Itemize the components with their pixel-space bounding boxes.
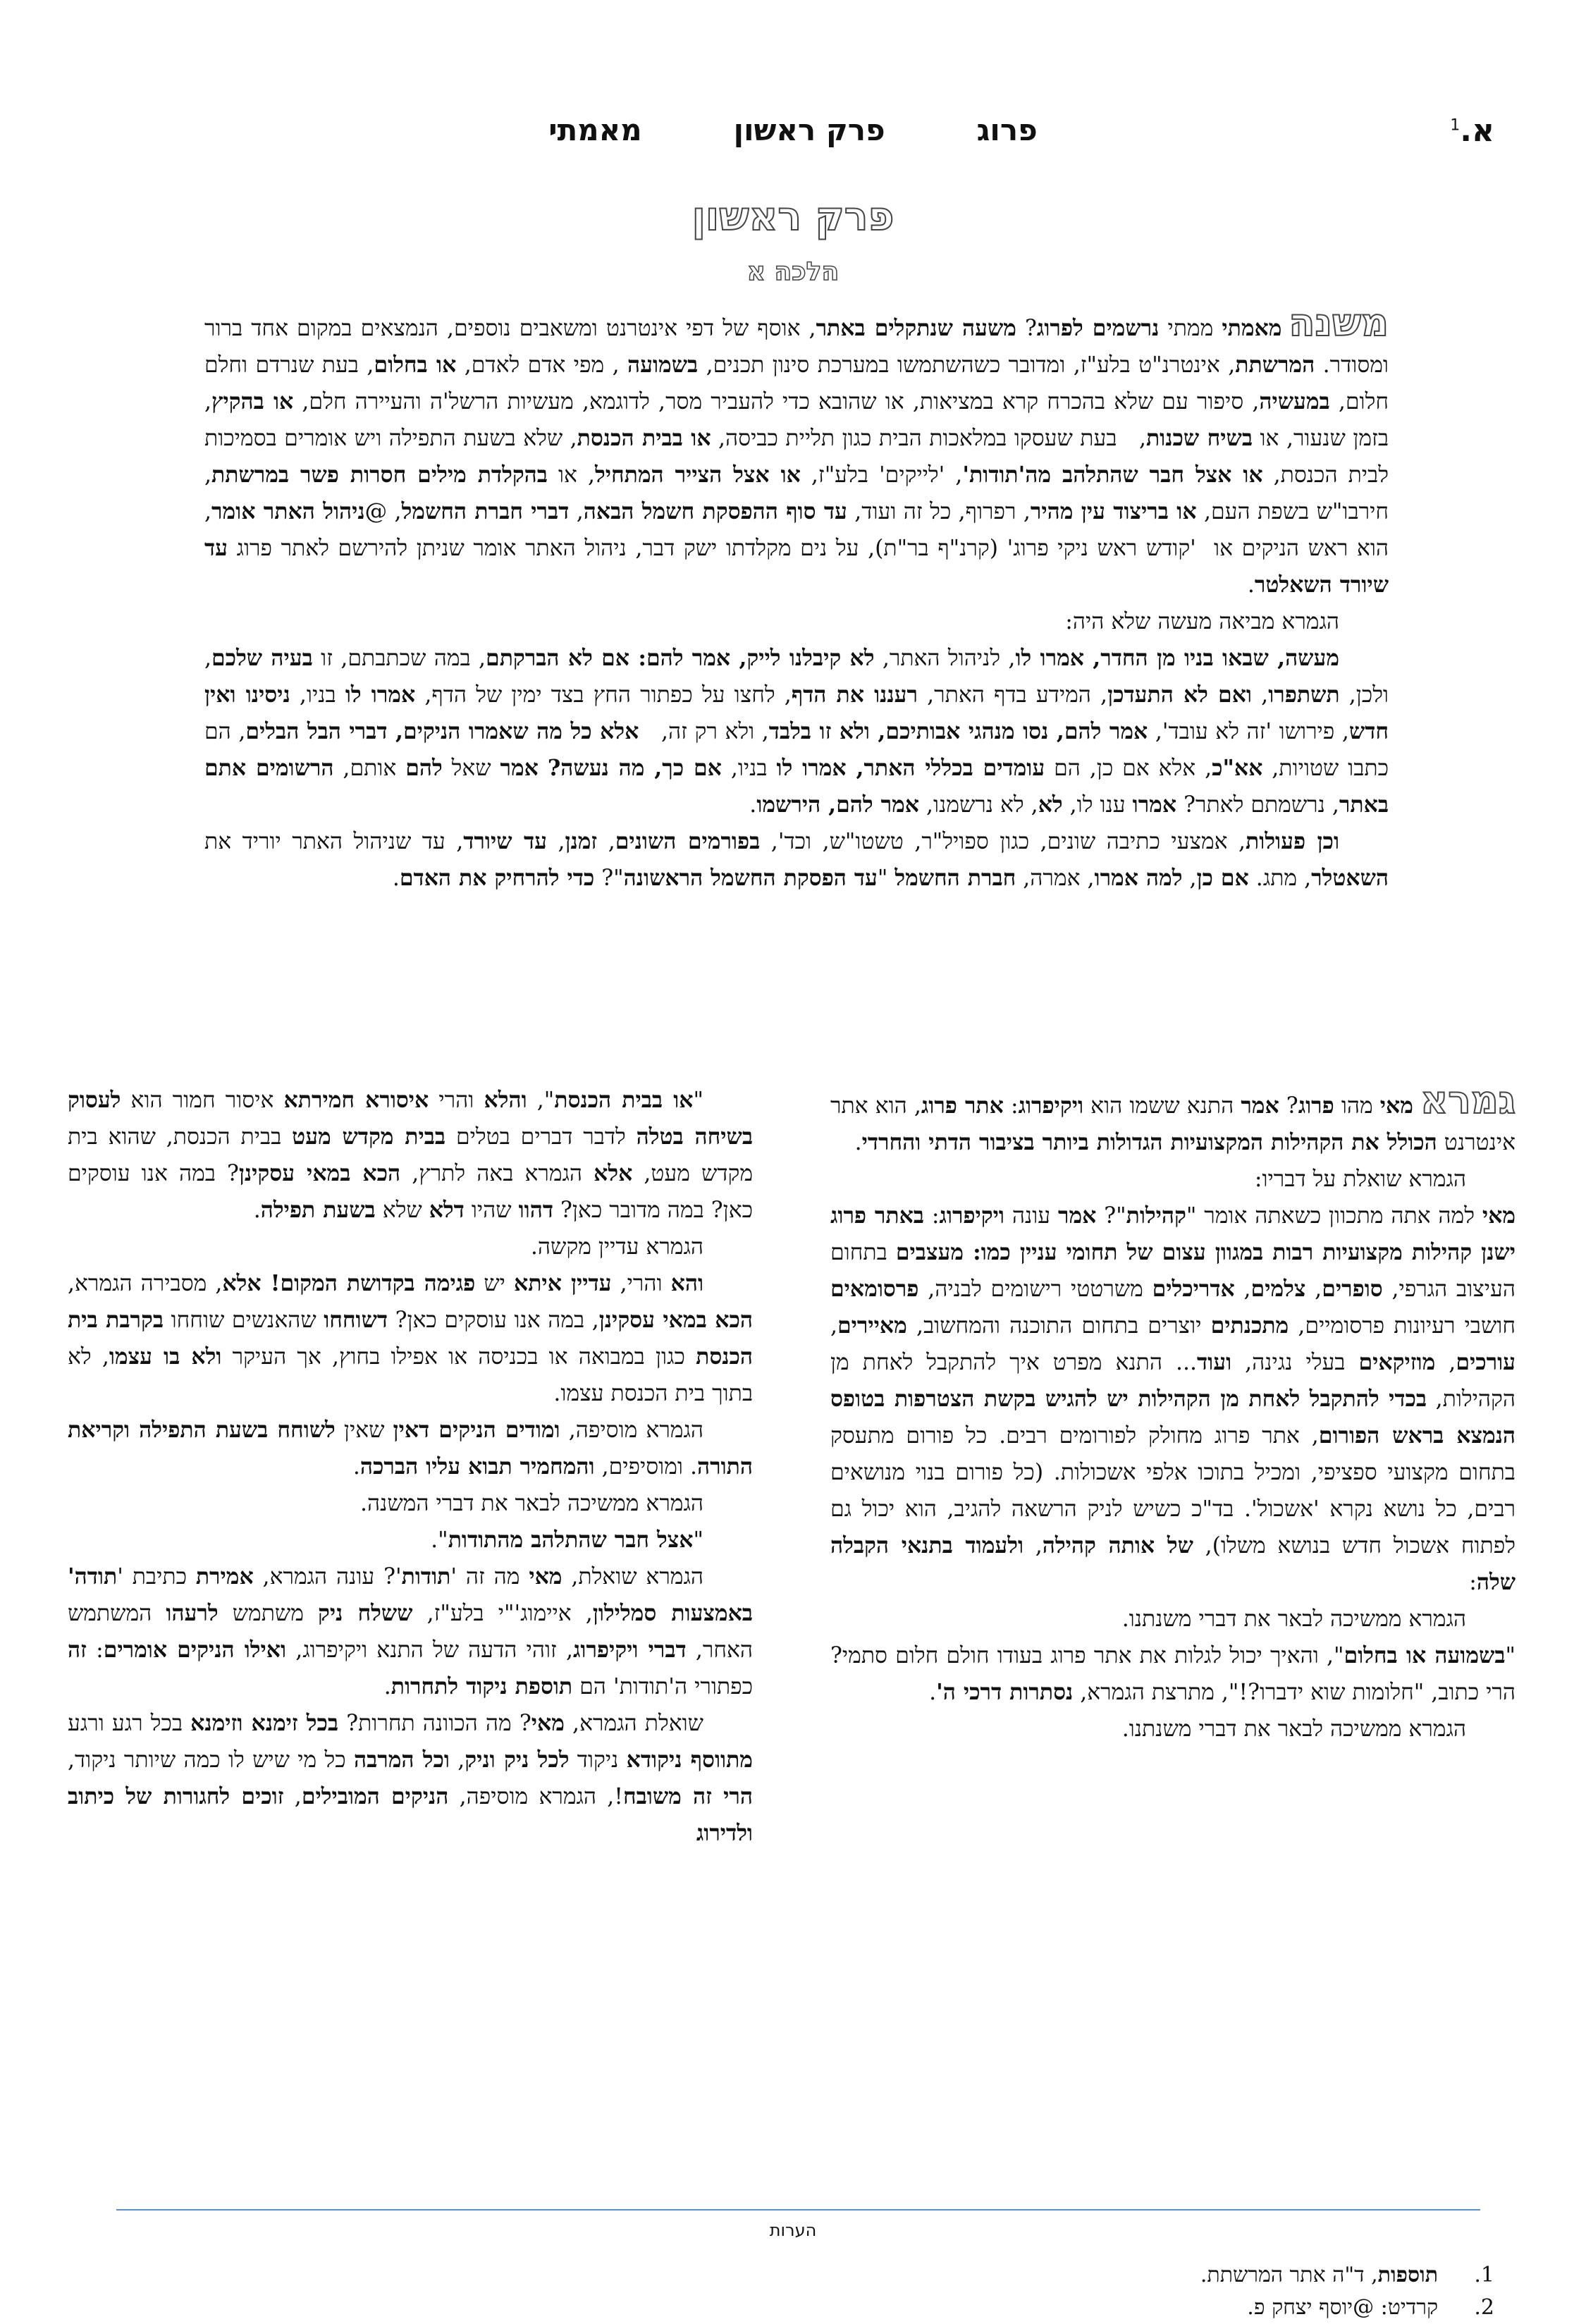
running-header: [211, 113, 1375, 147]
gemara-right-paragraph-6: הגמרא ממשיכה לבאר את דברי משנתנו.: [1121, 1716, 1466, 1742]
chapter-title: פרק ראשון: [691, 194, 895, 240]
gemara-left-paragraph-3: והא והרי, עדיין איתא יש פגימה בקדושת המקום! אלא, מסבירה הגמרא, הכא במאי עסקינן, במה אנו עוסקים כאן? דשוחחו שהאנשים שוחחו בקרבת בית הכנסת כגון במבואה או בכניסה או אפילו בחוץ, אך העיקר ולא בו עצמו, לא בתוך בית הכנסת עצמו.: [68, 1270, 753, 1406]
gemara-left-paragraph-2: הגמרא עדיין מקשה.: [530, 1234, 703, 1260]
page-number: [1450, 113, 1494, 149]
note-number: 1.: [1474, 2263, 1494, 2287]
gemara-right-paragraph-2: הגמרא שואלת על דבריו:: [1254, 1167, 1466, 1192]
running-header-tractate: מאמתי: [548, 113, 642, 147]
gemara-left-paragraph-1: "או בבית הכנסת", והלא והרי איסורא חמירתא איסור חמור הוא לעסוק בשיחה בטלה לדבר דברים בטלים בבית מקדש מעט בבית הכנסת, שהוא בית מקדש מעט, אלא הגמרא באה לתרץ, הכא במאי עסקינן? במה אנו עוסקים כאן? במה מדובר כאן? דהוו שהיו דלא שלא בשעת תפילה.: [68, 1087, 754, 1223]
gemara-right-paragraph-4: הגמרא ממשיכה לבאר את דברי משנתנו.: [1121, 1606, 1466, 1632]
gemara-left-paragraph-5: הגמרא ממשיכה לבאר את דברי המשנה.: [360, 1491, 703, 1516]
gemara-left-paragraph-6: "אצל חבר שהתלהב מהתודות".: [431, 1527, 703, 1553]
mishna-paragraph-4: וכן פעולות, אמצעי כתיבה שונים, כגון ספויל"ר, טשטו"ש, וכד', בפורמים השונים, זמנן, עד שיורד, עד שניהול האתר יוריד את השאטלר, מתג. אם כן, למה אמרו, אמרה, חברת החשמל "עד הפסקת החשמל הראשונה"? כדי להרחיק את האדם.: [204, 828, 1389, 891]
running-header-name: פרוג: [976, 113, 1038, 147]
gemara-left-paragraph-4: הגמרא מוסיפה, ומודים הניקים דאין שאין לשוחח בשעת התפילה וקריאת התורה. ומוסיפים, והמחמיר תבוא עליו הברכה.: [68, 1417, 753, 1480]
gemara-right-paragraph-3: מאי למה אתה מתכוון כשאתה אומר "קהילות"? אמר עונה ויקיפרוג: באתר פרוג ישנן קהילות מקצועיות רבות במגוון עצום של תחומי עניין כמו: מעצבים בתחום העיצוב הגרפי, סופרים, צלמים, אדריכלים משרטטי רישומים לבניה, פרסומאים חושבי רעיונות פרסומיים, מתכנתים יוצרים בתחום התוכנה והמחשוב, מאיירים, עורכים, מוזיקאים בעלי נגינה, ועוד... התנא מפרט איך להתקבל לאחת מן הקהילות, בכדי להתקבל לאחת מן הקהילות יש להגיש בקשת הצטרפות בטופס הנמצא בראש הפורום, אתר פרוג מחולק לפורומים רבים. כל פורום מתעסק בתחום מקצועי ספציפי, ומכיל בתוכו אלפי אשכולות. (כל פורום בנוי מנושאים רבים, כל נושא נקרא 'אשכול'. בד"כ כשיש לניק הרשאה להגיב, הוא יכול גם לפתוח אשכול חדש בנושא משלו), של אותה קהילה, ולעמוד בתנאי הקבלה שלה:: [830, 1203, 1516, 1595]
mishna-paragraph-2: הגמרא מביאה מעשה שלא היה:: [1065, 609, 1339, 634]
gemara-left-paragraph-7: הגמרא שואלת, מאי מה זה 'תודות'? עונה הגמרא, אמירת כתיבת 'תודה' באמצעות סמלילון, איימוג'"י בלע"ז, ששלח ניק משתמש לרעהו המשתמש האחר, דברי ויקיפרוג, זוהי הדעה של התנא ויקיפרוג, ואילו הניקים אומרים: זה כפתורי ה'תודות' הם תוספת ניקוד לתחרות.: [68, 1563, 754, 1699]
notes-list: [155, 2259, 1494, 2324]
note-text: קרדיט: @יוסף יצחק פ.: [1247, 2295, 1438, 2320]
note-item-1: [155, 2259, 1494, 2292]
notes-divider: [116, 2209, 1480, 2211]
mishna-paragraph-3: מעשה, שבאו בניו מן החדר, אמרו לו, לניהול האתר, לא קיבלנו לייק, אמר להם: אם לא הברקתם, במה שכתבתם, זו בעיה שלכם, ולכן, תשתפרו, ואם לא התעדכן, המידע בדף האתר, רעננו את הדף, לחצו על כפתור החץ בצד ימין של הדף, אמרו לו בניו, ניסינו ואין חדש, פירושו 'זה לא עובד', אמר להם, נסו מנהגי אבותיכם, ולא זו בלבד, ולא רק זה, אלא כל מה שאמרו הניקים, דברי הבל הבלים, הם כתבו שטויות, אא"כ, אלא אם כן, הם עומדים בכללי האתר, אמרו לו בניו, אם כך, מה נעשה? אמר שאל להם אותם, הרשומים אתם באתר, נרשמתם לאתר? אמרו ענו לו, לא, לא נרשמנו, אמר להם, הירשמו.: [204, 645, 1389, 818]
gemara-column-left: [68, 1082, 753, 1852]
note-text: תוספות, ד"ה אתר המרשתת.: [1200, 2263, 1438, 2287]
running-header-chapter: פרק ראשון: [733, 113, 885, 147]
gemara-right-text-1: מאי מהו פרוג? אמר התנא ששמו הוא ויקיפרוג: אתר פרוג, הוא אתר אינטרנט הכולל את הקהילות המקצועיות הגדולות ביותר בציבור הדתי והחרדי.: [830, 1093, 1516, 1155]
mishna-paragraph-1: [204, 300, 1389, 603]
gemara-left-paragraph-8: שואלת הגמרא, מאי? מה הכוונה תחרות? בכל זימנא וזימנא בכל רגע ורגע מתווסף ניקודא ניקוד לכל ניק וניק, וכל המרבה כל מי שיש לו כמה שיותר ניקוד, הרי זה משובח!, הגמרא מוסיפה, הניקים המובילים, זוכים לחגורות של כיתוב ולדירוג: [68, 1710, 753, 1846]
mishna-section: [204, 300, 1389, 897]
page-number-label: א.: [1460, 113, 1494, 149]
gemara-label: גמרא: [1420, 1078, 1516, 1122]
gemara-column-right: [830, 1078, 1516, 1852]
mishna-label: משנה: [1289, 300, 1389, 345]
gemara-right-paragraph-1: [830, 1078, 1516, 1161]
mishna-text-1: מאמתי ממתי נרשמים לפרוג? משעה שנתקלים באתר, אוסף של דפי אינטרנט ומשאבים נוספים, הנמצאים במקום אחד ברור ומסודר. המרשתת, אינטרנ"ט בלע"ז, ומדובר כשהשתמשו במערכת סינון תכנים, בשמועה , מפי אדם לאדם, או בחלום, בעת שנרדם וחלם חלום, במעשיה, סיפור עם שלא בהכרח קרא במציאות, או שהובא כדי להעביר מסר, לדוגמא, מעשיות הרשל'ה והעיירה חלם, או בהקיץ, בזמן שנעור, או בשיח שכנות, בעת שעסקו במלאכות הבית כגון תליית כביסה, או בבית הכנסת, שלא בשעת התפילה ויש אומרים בסמיכות לבית הכנסת, או אצל חבר שהתלהב מה'תודות', 'לייקים' בלע"ז, או אצל הצייר המתחיל, או בהקלדת מילים חסרות פשר במרשתת, חירבו"ש בשפת העם, או בריצוד עין מהיר, רפרוף, כל זה ועוד, עד סוף ההפסקת חשמל הבאה, דברי חברת החשמל, @ניהול האתר אומר, הוא ראש הניקים או 'קודש ראש ניקי פרוג' (קרנ"ף בר"ת), על נים מקלדתו ישק דבר, ניהול האתר אומר שניתן להירשם לאתר פרוג עד שיורד השאלטר.: [204, 315, 1389, 598]
gemara-section: [67, 1078, 1516, 1852]
note-number: 2.: [1474, 2295, 1494, 2320]
gemara-right-paragraph-5: "בשמועה או בחלום", והאיך יכול לגלות את אתר פרוג בעודו חולם חלום סתמי? הרי כתוב, "חלומות שוא ידברו?!", מתרצת הגמרא, נסתרות דרכי ה'.: [830, 1642, 1516, 1705]
note-item-2: [155, 2292, 1494, 2324]
page-number-footnote-mark[interactable]: 1: [1450, 116, 1461, 135]
notes-heading: הערות: [769, 2220, 817, 2240]
halakha-title: הלכה א: [746, 257, 840, 286]
